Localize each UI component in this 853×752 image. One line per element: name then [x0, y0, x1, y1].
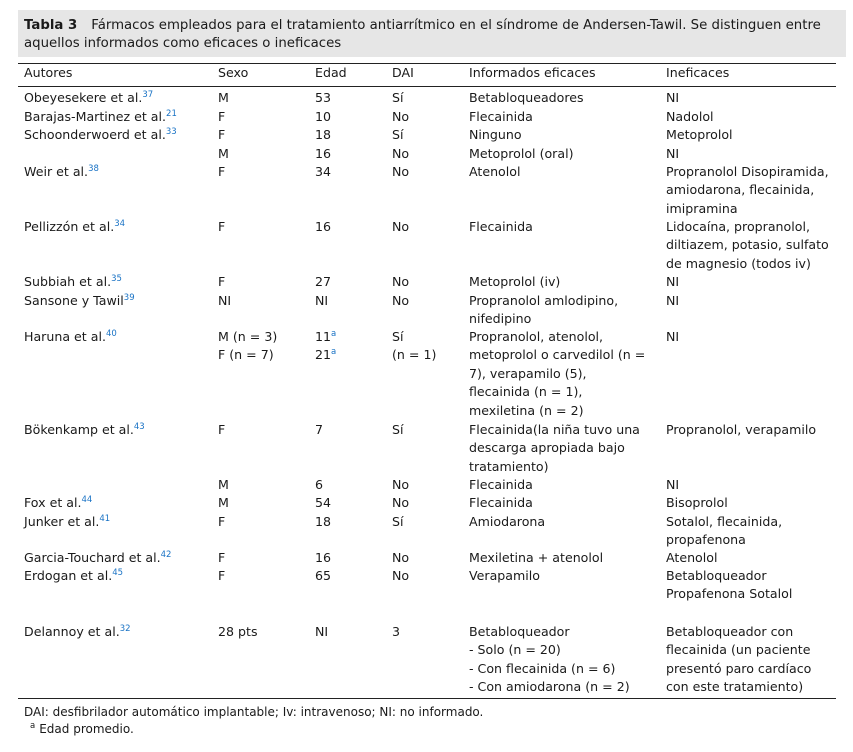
cell-ineffective: NI — [666, 477, 680, 492]
cell-dai: Sí — [392, 514, 404, 529]
cell-dai: No — [392, 219, 410, 234]
cell-effective: Flecainida — [469, 109, 533, 124]
cell-sex: F (n = 7) — [218, 347, 274, 363]
author-name: Bökenkamp et al. — [24, 422, 134, 437]
caption-label: Tabla 3 — [24, 18, 78, 33]
reference-link[interactable]: 43 — [133, 421, 145, 432]
cell-ineffective: Sotalol, flecainida, propafenona — [666, 514, 783, 548]
author-name: Erdogan et al. — [24, 568, 113, 583]
author-name: Garcia-Touchard et al. — [24, 550, 161, 565]
age-value: 53 — [315, 90, 332, 105]
header-ineffective: Ineficaces — [666, 65, 730, 80]
author-name: Weir et al. — [24, 164, 89, 179]
cell-author — [24, 273, 122, 291]
reference-link[interactable]: 33 — [165, 126, 177, 137]
cell-effective: Metoprolol (iv) — [469, 274, 561, 289]
footnote-mark: a — [30, 721, 36, 731]
cell-ineffective: Propranolol, verapamilo — [666, 422, 817, 437]
age-value: 10 — [315, 109, 332, 124]
author-name: Pellizzón et al. — [24, 219, 115, 234]
cell-ineffective: Atenolol — [666, 550, 718, 565]
caption-text: Fármacos empleados para el tratamiento antiarrítmico en el síndrome de Andersen-Tawil. Se distinguen entre aquellos informados como eficaces o ineficaces — [24, 18, 821, 51]
age-value: 7 — [315, 422, 324, 437]
footnote — [24, 721, 483, 738]
cell-sex: M — [218, 477, 229, 492]
cell-author — [24, 89, 153, 107]
cell-ineffective: Nadolol — [666, 109, 714, 124]
reference-link[interactable]: 40 — [105, 328, 117, 339]
cell-sex: F — [218, 274, 226, 289]
cell-effective: Flecainida(la niña tuvo una descarga apropiada bajo tratamiento) — [469, 422, 640, 474]
age-value: 65 — [315, 568, 332, 583]
cell-author — [24, 494, 92, 512]
header-effective: Informados eficaces — [469, 65, 596, 80]
cell-age — [315, 567, 331, 585]
reference-link[interactable]: 21 — [166, 108, 177, 119]
header-age: Edad — [315, 65, 347, 80]
author-name: Barajas-Martinez et al. — [24, 109, 167, 124]
cell-sex: F — [218, 422, 226, 437]
cell-sex: M (n = 3) — [218, 329, 278, 344]
cell-sex: F — [218, 514, 226, 529]
cell-sex: F — [218, 109, 226, 124]
author-name: Junker et al. — [24, 514, 100, 529]
cell-effective: Ninguno — [469, 127, 522, 142]
header-dai: DAI — [392, 65, 414, 80]
cell-ineffective: NI — [666, 90, 680, 105]
cell-age — [315, 145, 331, 163]
reference-link[interactable]: 44 — [81, 494, 93, 505]
cell-sex: NI — [218, 293, 232, 308]
cell-author — [24, 549, 171, 567]
header-rule — [18, 86, 836, 87]
cell-author — [24, 328, 117, 346]
cell-ineffective: NI — [666, 329, 680, 344]
cell-effective: Flecainida — [469, 477, 533, 492]
cell-sex: F — [218, 164, 226, 179]
cell-age — [315, 163, 331, 181]
cell-dai: Sí — [392, 422, 404, 437]
cell-ineffective: Bisoprolol — [666, 495, 728, 510]
cell-effective: Flecainida — [469, 219, 533, 234]
cell-dai: No — [392, 568, 410, 583]
author-name: Obeyesekere et al. — [24, 90, 143, 105]
age-value: 27 — [315, 274, 332, 289]
cell-effective: Betabloqueadores — [469, 90, 584, 105]
cell-author — [24, 108, 177, 126]
header-sex: Sexo — [218, 65, 249, 80]
cell-effective: Atenolol — [469, 164, 521, 179]
cell-effective: Propranolol amlodipino, nifedipino — [469, 293, 619, 327]
cell-age — [315, 549, 331, 567]
footnote-link[interactable]: a — [331, 328, 337, 339]
cell-author — [24, 421, 145, 439]
cell-effective: Amiodarona — [469, 514, 546, 529]
cell-age — [315, 421, 323, 439]
cell-age — [315, 513, 331, 531]
author-name: Delannoy et al. — [24, 624, 120, 639]
author-name: Subbiah et al. — [24, 274, 112, 289]
cell-age — [315, 126, 331, 144]
cell-sex: F — [218, 568, 226, 583]
author-name: Schoonderwoerd et al. — [24, 127, 166, 142]
cell-effective: Propranolol, atenolol, metoprolol o carvedilol (n = 7), verapamilo (5), flecainida (n = 1), mexiletina (n = 2) — [469, 329, 646, 418]
reference-link[interactable]: 38 — [88, 163, 99, 174]
cell-sex: M — [218, 90, 229, 105]
cell-author — [24, 163, 99, 181]
cell-effective: Verapamilo — [469, 568, 540, 583]
cell-ineffective: Lidocaína, propranolol, diltiazem, potasio, sulfato de magnesio (todos iv) — [666, 219, 829, 271]
author-name: Fox et al. — [24, 495, 82, 510]
cell-dai: No — [392, 274, 410, 289]
author-name: Sansone y Tawil — [24, 293, 124, 308]
footnote-text: Edad promedio. — [39, 722, 134, 736]
cell-age — [315, 328, 336, 346]
table-caption — [18, 10, 846, 57]
cell-ineffective: Betabloqueador Propafenona Sotalol — [666, 568, 793, 602]
reference-link[interactable]: 37 — [142, 89, 154, 100]
cell-dai: No — [392, 146, 410, 161]
age-value: 6 — [315, 477, 324, 492]
cell-age — [315, 494, 331, 512]
age-value: NI — [315, 624, 329, 639]
cell-effective: Betabloqueador - Solo (n = 20) - Con flecainida (n = 6) - Con amiodarona (n = 2) — [469, 624, 630, 695]
cell-dai: No — [392, 477, 410, 492]
cell-age — [315, 292, 328, 310]
cell-age — [315, 346, 336, 364]
cell-age — [315, 218, 331, 236]
cell-dai: (n = 1) — [392, 347, 437, 363]
cell-effective: Flecainida — [469, 495, 533, 510]
header-authors: Autores — [24, 65, 73, 80]
bottom-rule — [18, 698, 836, 699]
reference-link[interactable]: 41 — [99, 513, 111, 524]
cell-dai: Sí — [392, 127, 404, 142]
age-value: NI — [315, 293, 329, 308]
age-value: 54 — [315, 495, 332, 510]
cell-ineffective: NI — [666, 274, 680, 289]
cell-sex: 28 pts — [218, 624, 258, 639]
cell-ineffective: Betabloqueador con flecainida (un paciente presentó paro cardíaco con este tratamiento) — [666, 624, 812, 695]
cell-age — [315, 108, 331, 126]
cell-author — [24, 126, 177, 144]
age-value: 11 — [315, 329, 332, 344]
cell-effective: Mexiletina + atenolol — [469, 550, 604, 565]
cell-author — [24, 623, 131, 641]
cell-sex: F — [218, 219, 226, 234]
cell-dai: No — [392, 550, 410, 565]
age-value: 16 — [315, 550, 332, 565]
author-name: Haruna et al. — [24, 329, 106, 344]
footnote-link[interactable]: a — [331, 347, 337, 358]
reference-link[interactable]: 35 — [111, 273, 122, 284]
cell-age — [315, 89, 331, 107]
cell-dai: No — [392, 495, 410, 510]
footer-abbreviations: DAI: desfibrilador automático implantable; Iv: intravenoso; NI: no informado. — [24, 705, 484, 719]
cell-sex: M — [218, 495, 229, 510]
age-value: 18 — [315, 127, 332, 142]
cell-age — [315, 273, 331, 291]
age-value: 21 — [315, 347, 332, 363]
age-value: 16 — [315, 146, 332, 161]
cell-dai: 3 — [392, 624, 401, 639]
reference-link[interactable]: 39 — [123, 292, 135, 303]
cell-age — [315, 623, 328, 641]
cell-sex: F — [218, 550, 226, 565]
age-value: 16 — [315, 219, 332, 234]
cell-dai: No — [392, 293, 410, 308]
cell-dai: No — [392, 164, 410, 179]
cell-dai: Sí — [392, 90, 404, 105]
age-value: 34 — [315, 164, 332, 179]
cell-ineffective: NI — [666, 146, 680, 161]
reference-link[interactable]: 42 — [160, 549, 172, 560]
cell-dai: Sí — [392, 329, 404, 344]
reference-link[interactable]: 32 — [119, 623, 131, 634]
table-footer — [24, 704, 483, 738]
reference-link[interactable]: 34 — [114, 218, 126, 229]
cell-author — [24, 567, 123, 585]
age-value: 18 — [315, 514, 332, 529]
cell-author — [24, 292, 135, 310]
cell-sex: M — [218, 146, 229, 161]
cell-author — [24, 513, 110, 531]
reference-link[interactable]: 45 — [112, 567, 124, 578]
cell-ineffective: Metoprolol — [666, 127, 733, 142]
cell-effective: Metoprolol (oral) — [469, 146, 574, 161]
cell-dai: No — [392, 109, 410, 124]
cell-age — [315, 476, 323, 494]
cell-ineffective: Propranolol Disopiramida, amiodarona, flecainida, imipramina — [666, 164, 829, 216]
cell-author — [24, 218, 125, 236]
cell-ineffective: NI — [666, 293, 680, 308]
cell-sex: F — [218, 127, 226, 142]
